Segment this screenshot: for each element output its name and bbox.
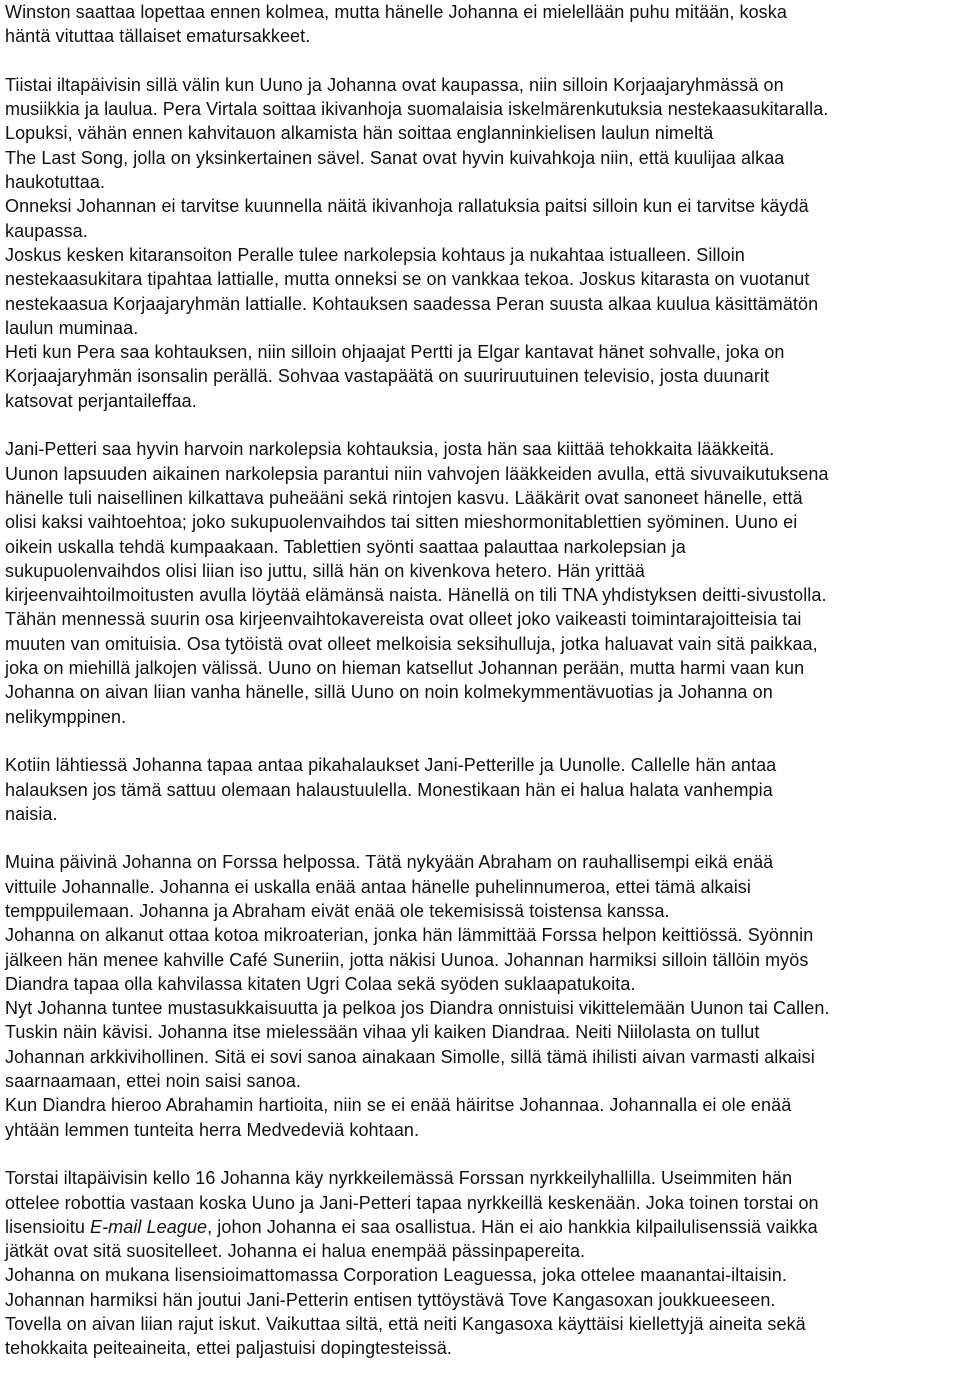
text-line: katsovat perjantaileffaa. (5, 390, 197, 411)
text-line: The Last Song, jolla on yksinkertainen sävel. Sanat ovat hyvin kuivahkoja niin, että kuulijaa alkaa (5, 147, 785, 168)
text-line: musiikkia ja laulua. Pera Virtala soittaa ikivanhoja suomalaisia iskelmärenkutuksia nestekaasukitaralla. (5, 99, 829, 120)
text-line: Uunon lapsuuden aikainen narkolepsia parantui niin vahvojen lääkkeiden avulla, että sivuvaikutuksena (5, 463, 829, 484)
paragraph-gap (5, 1142, 956, 1166)
paragraph (5, 753, 956, 826)
text-line: oikein uskalla tehdä kumpaakaan. Tablettien syönti saattaa palauttaa narkolepsian ja (5, 536, 686, 557)
text-line: Jani-Petteri saa hyvin harvoin narkolepsia kohtauksia, josta hän saa kiittää tehokkaita lääkkeitä. (5, 439, 775, 460)
text-line: Joskus kesken kitaransoiton Peralle tulee narkolepsia kohtaus ja nukahtaa istualleen. Silloin (5, 244, 745, 265)
text-line: Tiistai iltapäivisin sillä välin kun Uuno ja Johanna ovat kaupassa, niin silloin Korjaajaryhmässä on (5, 74, 784, 95)
text-line: Onneksi Johannan ei tarvitse kuunnella näitä ikivanhoja rallatuksia paitsi silloin kun ei tarvitse käydä (5, 196, 809, 217)
text-line: hänelle tuli naisellinen kilkattava puheääni sekä rintojen kasvu. Lääkärit ovat sanoneet hänelle, että (5, 487, 803, 508)
text-line: saarnaamaan, ettei noin saisi sanoa. (5, 1071, 302, 1092)
text-line: yhtään lemmen tunteita herra Medvedeviä kohtaan. (5, 1119, 420, 1140)
text-line: jälkeen hän menee kahville Café Suneriin, jotta näkisi Uunoa. Johannan harmiksi silloin tällöin myös (5, 949, 809, 970)
text-line: Johannan arkkivihollinen. Sitä ei sovi sanoa ainakaan Simolle, sillä tämä ihilisti aivan varmasti alkaisi (5, 1046, 815, 1067)
text-line: Torstai iltapäivisin kello 16 Johanna käy nyrkkeilemässä Forssan nyrkkeilyhallilla. Useimmiten hän (5, 1168, 793, 1189)
text-line: Tuskin näin kävisi. Johanna itse mielessään vihaa yli kaiken Diandraa. Neiti Niilolasta on tullut (5, 1022, 760, 1043)
text-line: vittuile Johannalle. Johanna ei uskalla enää antaa hänelle puhelinnumeroa, ettei tämä alkaisi (5, 876, 751, 897)
text-line: tehokkaita peiteaineita, ettei paljastuisi dopingtesteissä. (5, 1338, 453, 1359)
text-line: Diandra tapaa olla kahvilassa kitaten Ugri Colaa sekä syöden suklaapatukoita. (5, 973, 636, 994)
paragraph-gap (5, 729, 956, 753)
text-line: laulun muminaa. (5, 317, 139, 338)
text-line: nestekaasua Korjaajaryhmän lattialle. Kohtauksen saadessa Peran suusta alkaa kuulua käsittämätön (5, 293, 819, 314)
paragraph (5, 850, 956, 1142)
text-line: joka on miehillä jalkojen välissä. Uuno on hieman katsellut Johannan perään, mutta harmi vaan kun (5, 658, 805, 679)
text-line: naisia. (5, 803, 58, 824)
paragraph (5, 0, 956, 49)
text-line: Johanna on mukana lisensioimattomassa Corporation Leaguessa, joka ottelee maanantai-iltaisin. (5, 1265, 787, 1286)
text-line: Muina päivinä Johanna on Forssa helpossa. Tätä nykyään Abraham on rauhallisempi eikä enää (5, 852, 774, 873)
text-line: sukupuolenvaihdos olisi liian iso juttu, sillä hän on kivenkova hetero. Hän yrittää (5, 560, 646, 581)
text-line: Johanna on aivan liian vanha hänelle, sillä Uuno on noin kolmekymmentävuotias ja Johanna on (5, 682, 773, 703)
text-line: haukotuttaa. (5, 172, 106, 193)
text-line: halauksen jos tämä sattuu olemaan halaustuulella. Monestikaan hän ei halua halata vanhempia (5, 779, 773, 800)
text-line: Tähän mennessä suurin osa kirjeenvaihtokavereista ovat olleet joko vaikeasti toimintarajoitteisia tai (5, 609, 802, 630)
paragraph (5, 73, 956, 413)
text-line: lisensioitu E-mail League, johon Johanna ei saa osallistua. Hän ei aio hankkia kilpailulisenssiä vaikka (5, 1216, 818, 1237)
text-line: Johannan harmiksi hän joutui Jani-Petterin entisen tyttöystävä Tove Kangasoxan joukkueeseen. (5, 1289, 776, 1310)
paragraph-gap (5, 413, 956, 437)
italic-term: E-mail League (90, 1216, 208, 1237)
text-line: Korjaajaryhmän isonsalin perällä. Sohvaa vastapäätä on suuriruutuinen televisio, josta duunarit (5, 366, 770, 387)
text-line: temppuilemaan. Johanna ja Abraham eivät enää ole tekemisissä toistensa kanssa. (5, 900, 670, 921)
text-line: ottelee robottia vastaan koska Uuno ja Jani-Petteri tapaa nyrkkeillä keskenään. Joka toinen torstai on (5, 1192, 819, 1213)
text-line: Kun Diandra hieroo Abrahamin hartioita, niin se ei enää häiritse Johannaa. Johannalla ei ole enää (5, 1095, 792, 1116)
text-line: Heti kun Pera saa kohtauksen, niin silloin ohjaajat Pertti ja Elgar kantavat hänet sohvalle, joka on (5, 342, 785, 363)
text-line: nelikymppinen. (5, 706, 127, 727)
text-line: nestekaasukitara tipahtaa lattialle, mutta onneksi se on vankkaa tekoa. Joskus kitarasta on vuotanut (5, 269, 810, 290)
text-line: Kotiin lähtiessä Johanna tapaa antaa pikahalaukset Jani-Petterille ja Uunolle. Callelle hän antaa (5, 755, 777, 776)
text-line: Johanna on alkanut ottaa kotoa mikroaterian, jonka hän lämmittää Forssa helpon keittiössä. Syönnin (5, 925, 814, 946)
paragraph-gap (5, 826, 956, 850)
text-line: muuten van omituisia. Osa tytöistä ovat olleet melkoisia seksihulluja, jotka haluavat vain sitä paikkaa, (5, 633, 818, 654)
paragraph (5, 437, 956, 729)
text-line: olisi kaksi vaihtoehtoa; joko sukupuolenvaihdos tai sitten mieshormonitablettien syöminen. Uuno ei (5, 512, 798, 533)
text-line: häntä vituttaa tällaiset ematursakkeet. (5, 26, 311, 47)
text-line: jätkät ovat sitä suositelleet. Johanna ei halua enempää pässinpapereita. (5, 1241, 586, 1262)
text-line: kaupassa. (5, 220, 88, 241)
paragraph (5, 1166, 956, 1360)
text-line: Nyt Johanna tuntee mustasukkaisuutta ja pelkoa jos Diandra onnistuisi vikittelemään Uunon tai Callen. (5, 998, 830, 1019)
text-line: Lopuksi, vähän ennen kahvitauon alkamista hän soittaa englanninkielisen laulun nimeltä (5, 123, 714, 144)
text-line: kirjeenvaihtoilmoitusten avulla löytää elämänsä naista. Hänellä on tili TNA yhdistyksen deitti-sivustolla. (5, 585, 827, 606)
paragraph-gap (5, 49, 956, 73)
text-line: Winston saattaa lopettaa ennen kolmea, mutta hänelle Johanna ei mielellään puhu mitään, koska (5, 2, 787, 22)
text-line: Tovella on aivan liian rajut iskut. Vaikuttaa siltä, että neiti Kangasoxa käyttäisi kiellettyjä aineita sekä (5, 1314, 806, 1335)
